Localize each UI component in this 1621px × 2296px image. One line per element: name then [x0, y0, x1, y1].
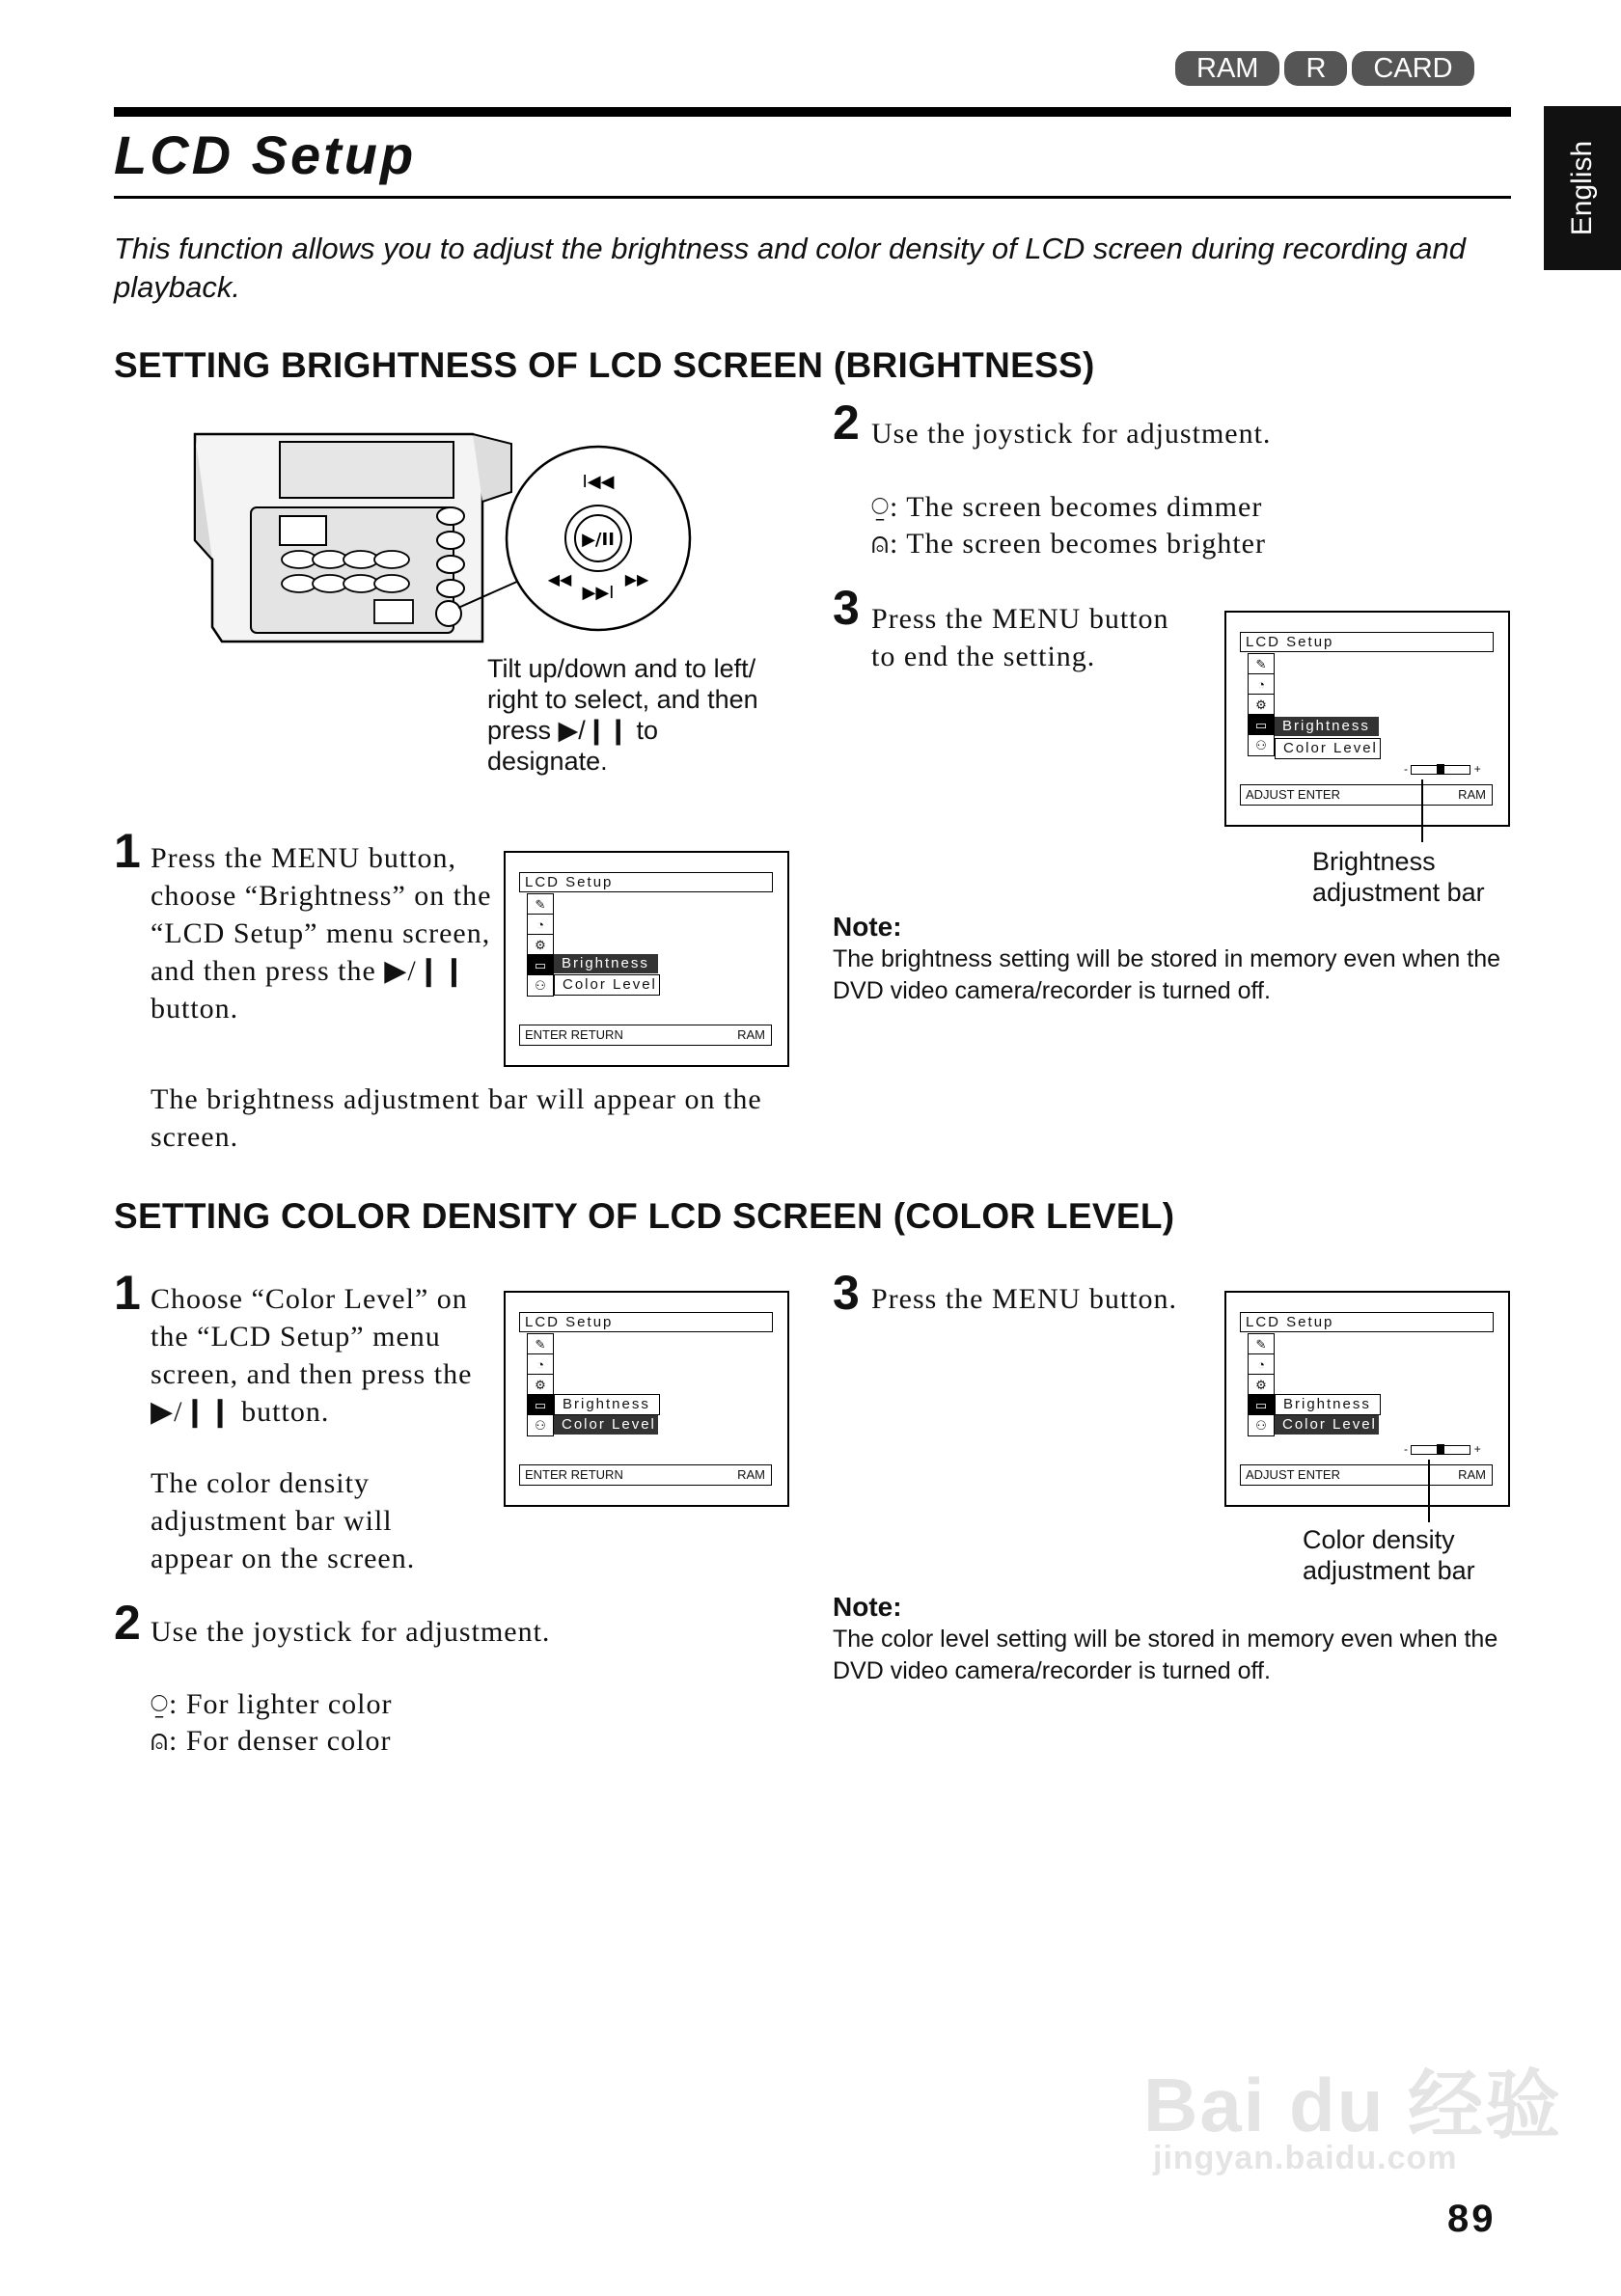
- brightness-bar-leader: [1421, 779, 1423, 842]
- screen-icon-column: [1248, 1333, 1275, 1436]
- s1-step2-up-text: : The screen becomes brighter: [890, 528, 1266, 560]
- s2-step2-down-text: : For lighter color: [169, 1688, 393, 1720]
- svg-text:◀◀: ◀◀: [547, 570, 572, 588]
- lcd-icon: ▭: [528, 1395, 553, 1415]
- screen-title: LCD Setup: [1240, 632, 1494, 652]
- svg-text:▶▶I: ▶▶I: [582, 583, 615, 603]
- color-bar-label: Color density adjustment bar: [1303, 1525, 1475, 1585]
- s1-note-label: Note:: [833, 912, 902, 942]
- section-heading-color-level: SETTING COLOR DENSITY OF LCD SCREEN (COLOR LEVEL): [114, 1196, 1175, 1236]
- screen-icon-column: [527, 893, 554, 997]
- screen-title: LCD Setup: [519, 872, 773, 892]
- screen-item-brightness: Brightness: [1275, 717, 1379, 736]
- bar-track: [1411, 1445, 1470, 1455]
- media-tab-r: R: [1284, 51, 1347, 86]
- clock-icon: ◔: [528, 915, 553, 935]
- baidu-watermark: Bai du 经验: [1143, 2063, 1563, 2147]
- disc-icon: ⚇: [1255, 738, 1267, 752]
- lcd-screen-brightness-adjust: [1224, 611, 1510, 827]
- section-heading-brightness: SETTING BRIGHTNESS OF LCD SCREEN (BRIGHTNESS): [114, 345, 1095, 385]
- joystick-up-icon: ⍝: [151, 1725, 169, 1757]
- color-density-adjustment-bar: [1404, 1442, 1481, 1456]
- bar-track: [1411, 765, 1470, 775]
- s2-step2-number: 2: [114, 1596, 141, 1650]
- s2-note-label: Note:: [833, 1592, 902, 1622]
- s2-step3-number: 3: [833, 1266, 860, 1320]
- disc-icon: ⚇: [535, 1418, 546, 1433]
- intro-paragraph: This function allows you to adjust the brightness and color density of LCD screen during recording and playback.: [114, 232, 1466, 304]
- s1-step1-number: 1: [114, 824, 141, 878]
- joystick-down-icon: ⍜: [151, 1688, 169, 1720]
- bar-plus: +: [1473, 1442, 1481, 1456]
- s2-step3-text: Press the MENU button.: [871, 1283, 1177, 1315]
- media-tab-ram: RAM: [1175, 51, 1279, 86]
- camcorder-illustration: [193, 424, 714, 646]
- disc-icon: ⚇: [535, 978, 546, 993]
- joystick-up-icon: ⍝: [871, 528, 890, 560]
- lcd-icon: ▭: [1249, 1395, 1274, 1415]
- s2-step1-text: Choose “Color Level” on the “LCD Setup” menu screen, and then press the ▶/❙❙ button.: [151, 1283, 473, 1428]
- s2-step2-up-text: : For denser color: [169, 1725, 392, 1757]
- screen-footer-media: RAM: [737, 1027, 765, 1042]
- s1-step2-down-text: : The screen becomes dimmer: [890, 491, 1263, 523]
- bar-minus: -: [1404, 762, 1408, 776]
- screen-footer-media: RAM: [1458, 1467, 1486, 1482]
- screen-footer-keys: ENTER RETURN: [525, 1467, 623, 1482]
- lcd-screen-menu-brightness: [504, 851, 789, 1067]
- settings-icon: ⚙: [528, 935, 553, 955]
- language-tab-label: English: [1566, 140, 1598, 236]
- svg-text:I◀◀: I◀◀: [582, 472, 615, 492]
- screen-footer-media: RAM: [737, 1467, 765, 1482]
- screen-footer: [1240, 1464, 1493, 1486]
- title-rule-bottom: [114, 196, 1511, 199]
- joystick-caption: Tilt up/down and to left/ right to select, and then press ▶/❙❙ to designate.: [487, 654, 758, 776]
- screen-footer-keys: ADJUST ENTER: [1246, 1467, 1340, 1482]
- lcd-screen-menu-color-level: [504, 1291, 789, 1507]
- s1-step3-number: 3: [833, 581, 860, 635]
- s2-step2-down-line: [151, 1686, 392, 1723]
- s2-step2-up-line: [151, 1723, 391, 1760]
- screen-footer-media: RAM: [1458, 787, 1486, 802]
- bar-plus: +: [1473, 762, 1481, 776]
- bar-knob: [1437, 764, 1444, 774]
- lcd-icon: ▭: [528, 955, 553, 975]
- settings-icon: ⚙: [1249, 1375, 1274, 1395]
- page-title: LCD Setup: [114, 124, 417, 185]
- svg-text:▶/II: ▶/II: [582, 530, 615, 550]
- bar-knob: [1437, 1444, 1444, 1454]
- screen-icon-column: [1248, 653, 1275, 756]
- screen-footer-keys: ENTER RETURN: [525, 1027, 623, 1042]
- color-bar-leader: [1428, 1460, 1430, 1522]
- pen-icon: ✎: [528, 894, 553, 915]
- screen-item-brightness: Brightness: [1275, 1394, 1381, 1415]
- language-tab: [1544, 106, 1621, 270]
- s2-step1-number: 1: [114, 1266, 141, 1320]
- s1-step2-down-line: [871, 489, 1262, 526]
- clock-icon: ◔: [528, 1354, 553, 1375]
- s2-step1-after: The color density adjustment bar will appear on the screen.: [151, 1467, 416, 1574]
- screen-item-color-level: Color Level: [1275, 1415, 1379, 1435]
- joystick-down-icon: ⍜: [871, 491, 890, 523]
- screen-item-brightness: Brightness: [554, 954, 658, 973]
- baidu-watermark-url: jingyan.baidu.com: [1153, 2140, 1458, 2176]
- camcorder-icon: [193, 424, 714, 646]
- s2-step2-text: Use the joystick for adjustment.: [151, 1616, 551, 1648]
- lcd-screen-color-level-adjust: [1224, 1291, 1510, 1507]
- pen-icon: ✎: [1249, 1334, 1274, 1354]
- lcd-icon: ▭: [1249, 715, 1274, 735]
- s1-note-text: The brightness setting will be stored in memory even when the DVD video camera/recorder is turned off.: [833, 945, 1501, 1004]
- screen-item-brightness: Brightness: [554, 1394, 660, 1415]
- s1-step2-number: 2: [833, 396, 860, 450]
- settings-icon: ⚙: [1249, 695, 1274, 715]
- s1-step2-up-line: [871, 526, 1266, 562]
- s1-step2-text: Use the joystick for adjustment.: [871, 418, 1272, 450]
- s1-step1-text: Press the MENU button, choose “Brightness” on the “LCD Setup” menu screen, and then press the ▶/❙❙ button.: [151, 842, 492, 1025]
- media-tab-card: CARD: [1352, 51, 1473, 86]
- screen-title: LCD Setup: [1240, 1312, 1494, 1332]
- screen-item-color-level: Color Level: [554, 1415, 658, 1435]
- screen-item-color-level: Color Level: [1275, 738, 1381, 759]
- s2-note-text: The color level setting will be stored in memory even when the DVD video camera/recorder is turned off.: [833, 1626, 1498, 1684]
- screen-footer: [519, 1464, 772, 1486]
- screen-item-color-level: Color Level: [554, 974, 660, 996]
- screen-footer: [519, 1025, 772, 1046]
- screen-icon-column: [527, 1333, 554, 1436]
- page-number: 89: [1447, 2198, 1497, 2240]
- media-tabs: [1175, 51, 1474, 86]
- s1-step1-after: The brightness adjustment bar will appear on the screen.: [151, 1083, 762, 1153]
- screen-footer: [1240, 784, 1493, 806]
- title-rule-top: [114, 107, 1511, 117]
- clock-icon: ◔: [1249, 1354, 1274, 1375]
- screen-footer-keys: ADJUST ENTER: [1246, 787, 1340, 802]
- settings-icon: ⚙: [528, 1375, 553, 1395]
- disc-icon: ⚇: [1255, 1418, 1267, 1433]
- pen-icon: ✎: [1249, 654, 1274, 674]
- pen-icon: ✎: [528, 1334, 553, 1354]
- svg-text:▶▶: ▶▶: [624, 570, 649, 588]
- s1-step3-text: Press the MENU button to end the setting.: [871, 603, 1169, 672]
- screen-title: LCD Setup: [519, 1312, 773, 1332]
- bar-minus: -: [1404, 1442, 1408, 1456]
- clock-icon: ◔: [1249, 674, 1274, 695]
- brightness-bar-label: Brightness adjustment bar: [1312, 847, 1485, 907]
- brightness-adjustment-bar: [1404, 762, 1481, 776]
